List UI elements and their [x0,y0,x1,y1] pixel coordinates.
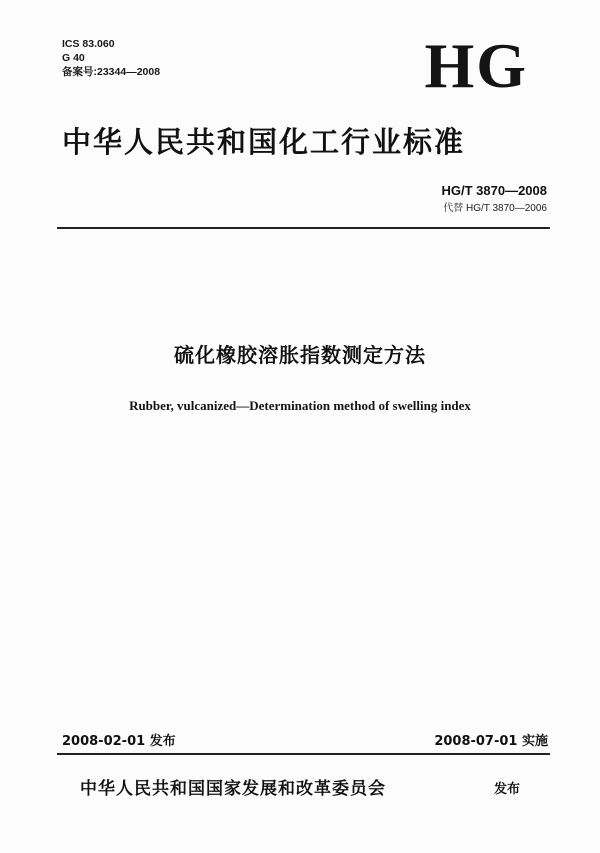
document-title-en: Rubber, vulcanized—Determination method of swelling index [129,398,471,413]
replaces-standard: 代替 HG/T 3870—2006 [443,203,547,214]
publisher-name: 中华人民共和国国家发展和改革委员会 [80,779,386,799]
category-code: G 40 [62,52,85,64]
classification-block [62,37,160,79]
document-title-cn: 硫化橡胶溶胀指数测定方法 [174,343,426,367]
publisher-action: 发布 [494,782,521,797]
standard-number: HG/T 3870—2008 [441,183,547,198]
top-divider [57,227,550,229]
implementation-date: 2008-07-01 实施 [434,734,548,749]
hg-logo: HG [424,30,528,101]
ics-code: ICS 83.060 [62,38,115,50]
issue-date: 2008-02-01 发布 [62,734,176,749]
bottom-divider [57,753,550,755]
filing-number: 备案号:23344—2008 [62,66,161,78]
org-title: 中华人民共和国化工行业标准 [62,125,466,159]
